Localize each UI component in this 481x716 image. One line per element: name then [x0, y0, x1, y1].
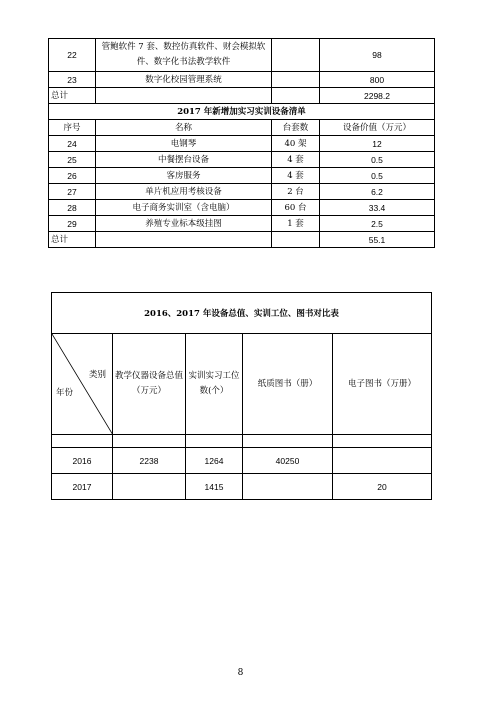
item-quantity: 2 台: [272, 184, 320, 200]
item-name: 养殖专业标本级挂图: [96, 216, 272, 232]
table-row: [49, 216, 435, 232]
total-value: 55.1: [320, 232, 435, 248]
table-row: [49, 136, 435, 152]
spacer-row: [52, 435, 432, 448]
item-quantity: 40 架: [272, 136, 320, 152]
table-row: [49, 168, 435, 184]
table-row: [49, 200, 435, 216]
equipment-value: 2238: [113, 448, 186, 474]
comparison-table: [51, 292, 432, 500]
row-number: 26: [49, 168, 96, 184]
total-label: 总计: [49, 88, 96, 104]
item-name: 中餐摆台设备: [96, 152, 272, 168]
table-row: [49, 39, 435, 72]
ebooks-value: 20: [333, 474, 432, 500]
section-title: 2017 年新增加实习实训设备清单: [49, 104, 435, 120]
item-value: 0.5: [320, 152, 435, 168]
stations-value: 1415: [186, 474, 243, 500]
year-cell: 2016: [52, 448, 113, 474]
category-label: 类别: [88, 370, 106, 380]
empty-cell: [272, 232, 320, 248]
row-number: 25: [49, 152, 96, 168]
stations-value: 1264: [186, 448, 243, 474]
total-value: 2298.2: [320, 88, 435, 104]
item-value: 12: [320, 136, 435, 152]
item-quantity: 4 套: [272, 168, 320, 184]
diagonal-line: [52, 334, 113, 435]
item-name: 客房服务: [96, 168, 272, 184]
item-quantity: [272, 39, 320, 72]
item-name: 数字化校园管理系统: [96, 72, 272, 88]
title-row: [52, 293, 432, 334]
item-name: 电子商务实训室（含电脑）: [96, 200, 272, 216]
item-value: 0.5: [320, 168, 435, 184]
equipment-list-table: [48, 38, 435, 248]
row-number: 28: [49, 200, 96, 216]
total-label: 总计: [49, 232, 96, 248]
item-quantity: [272, 72, 320, 88]
item-name: 电钢琴: [96, 136, 272, 152]
row-number: 23: [49, 72, 96, 88]
item-value: 33.4: [320, 200, 435, 216]
section-title-row: [49, 104, 435, 120]
item-quantity: 1 套: [272, 216, 320, 232]
table-row: [49, 184, 435, 200]
header-ebooks: 电子图书（万册）: [333, 334, 432, 435]
header-value: 设备价值（万元）: [320, 120, 435, 136]
empty-cell: [96, 232, 272, 248]
comparison-title: 2016、2017 年设备总值、实训工位、图书对比表: [52, 293, 432, 334]
header-paper-books: 纸质图书（册）: [243, 334, 333, 435]
row-number: 24: [49, 136, 96, 152]
header-equipment: 教学仪器设备总值（万元）: [113, 334, 186, 435]
empty-cell: [96, 88, 272, 104]
empty-cell: [272, 88, 320, 104]
page-number: 8: [237, 668, 244, 678]
header-name: 名称: [96, 120, 272, 136]
table-row: [52, 474, 432, 500]
diagonal-header-cell: [52, 334, 113, 435]
header-qty: 台套数: [272, 120, 320, 136]
item-name: 管鲍软件 7 套、数控仿真软件、财会模拟软件、数字化书法教学软件: [96, 39, 272, 72]
item-value: 2.5: [320, 216, 435, 232]
item-value: 6.2: [320, 184, 435, 200]
item-value: 98: [320, 39, 435, 72]
year-label: 年份: [56, 388, 74, 398]
equipment-value: [113, 474, 186, 500]
year-cell: 2017: [52, 474, 113, 500]
item-value: 800: [320, 72, 435, 88]
header-row: [49, 120, 435, 136]
header-stations: 实训实习工位数(个）: [186, 334, 243, 435]
table-row: [49, 72, 435, 88]
row-number: 29: [49, 216, 96, 232]
item-quantity: 60 台: [272, 200, 320, 216]
row-number: 22: [49, 39, 96, 72]
item-name: 单片机应用考核设备: [96, 184, 272, 200]
total-row: [49, 232, 435, 248]
paper-books-value: 40250: [243, 448, 333, 474]
paper-books-value: [243, 474, 333, 500]
row-number: 27: [49, 184, 96, 200]
total-row: [49, 88, 435, 104]
header-no: 序号: [49, 120, 96, 136]
item-quantity: 4 套: [272, 152, 320, 168]
ebooks-value: [333, 448, 432, 474]
table-row: [49, 152, 435, 168]
table-row: [52, 448, 432, 474]
header-row: [52, 334, 432, 435]
